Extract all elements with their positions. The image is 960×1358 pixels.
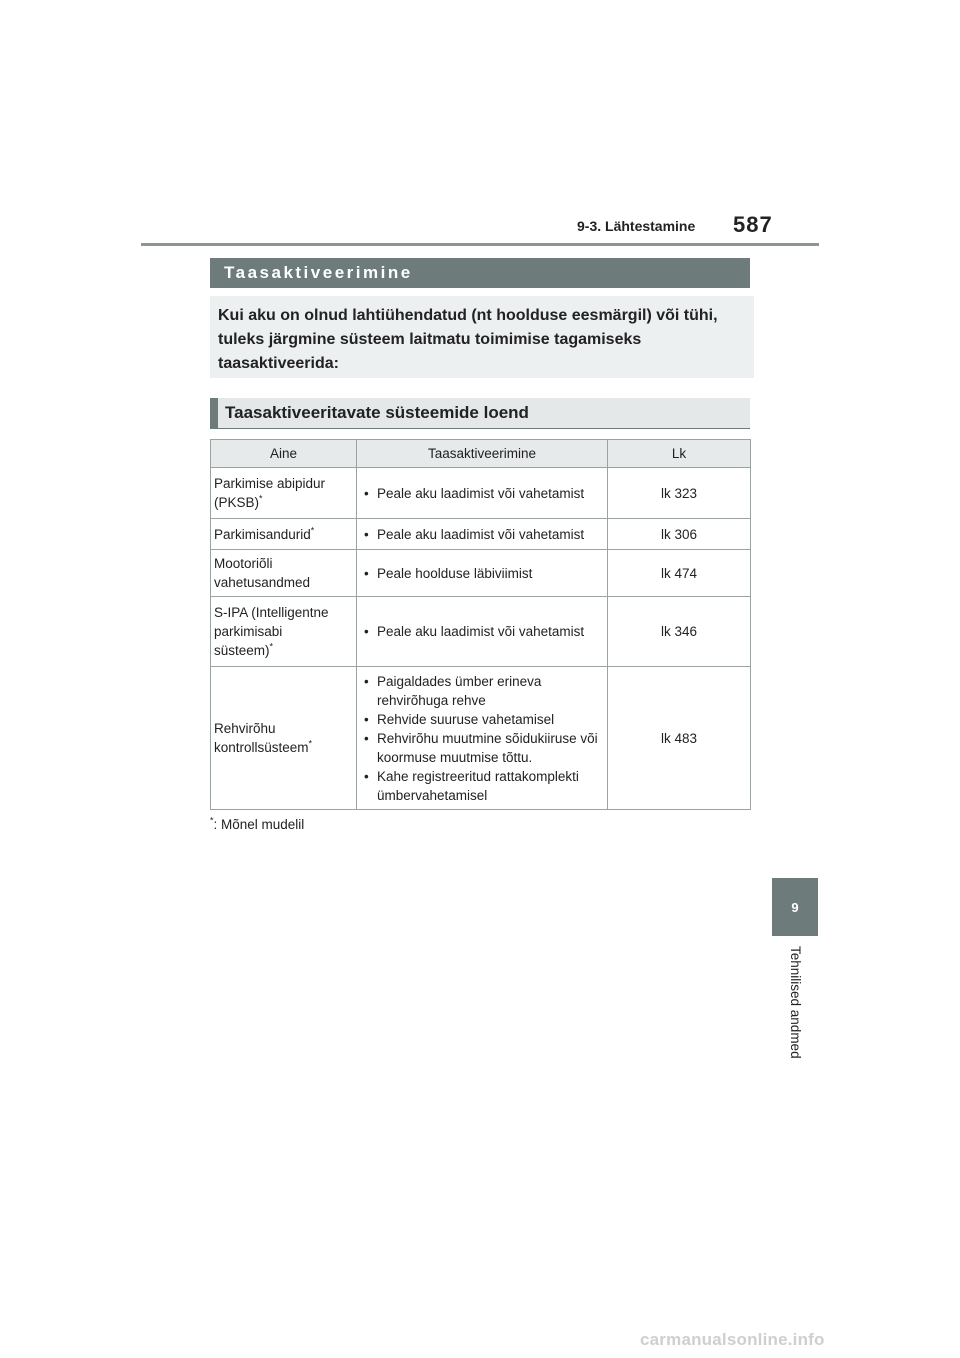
bullet: • (364, 565, 369, 581)
item-cell: Parkimise abipidur (PKSB)* (211, 468, 357, 519)
action-cell: • Paigaldades ümber erineva rehvirõhuga rehve • Rehvide suuruse vahetamisel • Rehvirõhu muutmine sõidukiiruse või koormuse muutmise tõttu. • Kahe registreeritud rattakomplekti ümbervahetamisel (357, 667, 608, 810)
watermark: carmanualsonline.info (640, 1330, 825, 1349)
intro-line: taasaktiveerida: (218, 355, 339, 372)
header-action: Taasaktiveerimine (357, 440, 608, 468)
page-number: 587 (733, 212, 773, 237)
item-cell: Mootoriõli vahetusandmed (211, 550, 357, 597)
page-cell: lk 323 (608, 468, 751, 519)
asterisk-marker: * (269, 641, 274, 652)
bullet: • (364, 730, 369, 746)
table-row (211, 519, 751, 550)
table-row (211, 597, 751, 667)
footnote-marker: * (210, 815, 214, 826)
table-header-row (211, 440, 751, 468)
table-row (211, 468, 751, 519)
bullet: • (364, 624, 369, 639)
intro-line: tuleks järgmine süsteem laitmatu toimimise tagamiseks (218, 331, 642, 348)
section-heading: Taasaktiveerimine (210, 258, 750, 288)
item-cell: Rehvirõhu kontrollsüsteem* (211, 667, 357, 810)
footnote: *: Mõnel mudelil (210, 815, 305, 832)
bullet: • (364, 711, 369, 727)
asterisk-marker: * (308, 738, 313, 749)
asterisk-marker: * (310, 525, 315, 535)
systems-table (210, 439, 751, 810)
action-cell: • Peale hoolduse läbiviimist (357, 550, 608, 597)
action-cell: • Peale aku laadimist või vahetamist (357, 597, 608, 667)
chapter-label: Tehnilised andmed (788, 946, 803, 1059)
intro-box (210, 296, 754, 378)
bullet: • (364, 768, 369, 784)
item-cell: S-IPA (Intelligentne parkimisabi süsteem)* (211, 597, 357, 667)
section-title: 9-3. Lähtestamine (577, 218, 696, 234)
asterisk-marker: * (259, 493, 263, 504)
page-cell: lk 483 (608, 667, 751, 810)
header-divider (141, 243, 819, 246)
action-cell: • Peale aku laadimist või vahetamist (357, 468, 608, 519)
bullet: • (364, 673, 369, 689)
table-row (211, 550, 751, 597)
page-cell: lk 306 (608, 519, 751, 550)
bullet: • (364, 526, 369, 542)
subheading: Taasaktiveeritavate süsteemide loend (210, 398, 750, 429)
header-item: Aine (211, 440, 357, 468)
chapter-tab: 9 (772, 878, 818, 936)
table-row (211, 667, 751, 810)
item-cell: Parkimisandurid* (211, 519, 357, 550)
header-page: Lk (608, 440, 751, 468)
bullet: • (364, 485, 369, 501)
page-cell: lk 346 (608, 597, 751, 667)
page-cell: lk 474 (608, 550, 751, 597)
intro-line: Kui aku on olnud lahtiühendatud (nt hoolduse eesmärgil) või tühi, (218, 307, 718, 324)
action-cell: • Peale aku laadimist või vahetamist (357, 519, 608, 550)
